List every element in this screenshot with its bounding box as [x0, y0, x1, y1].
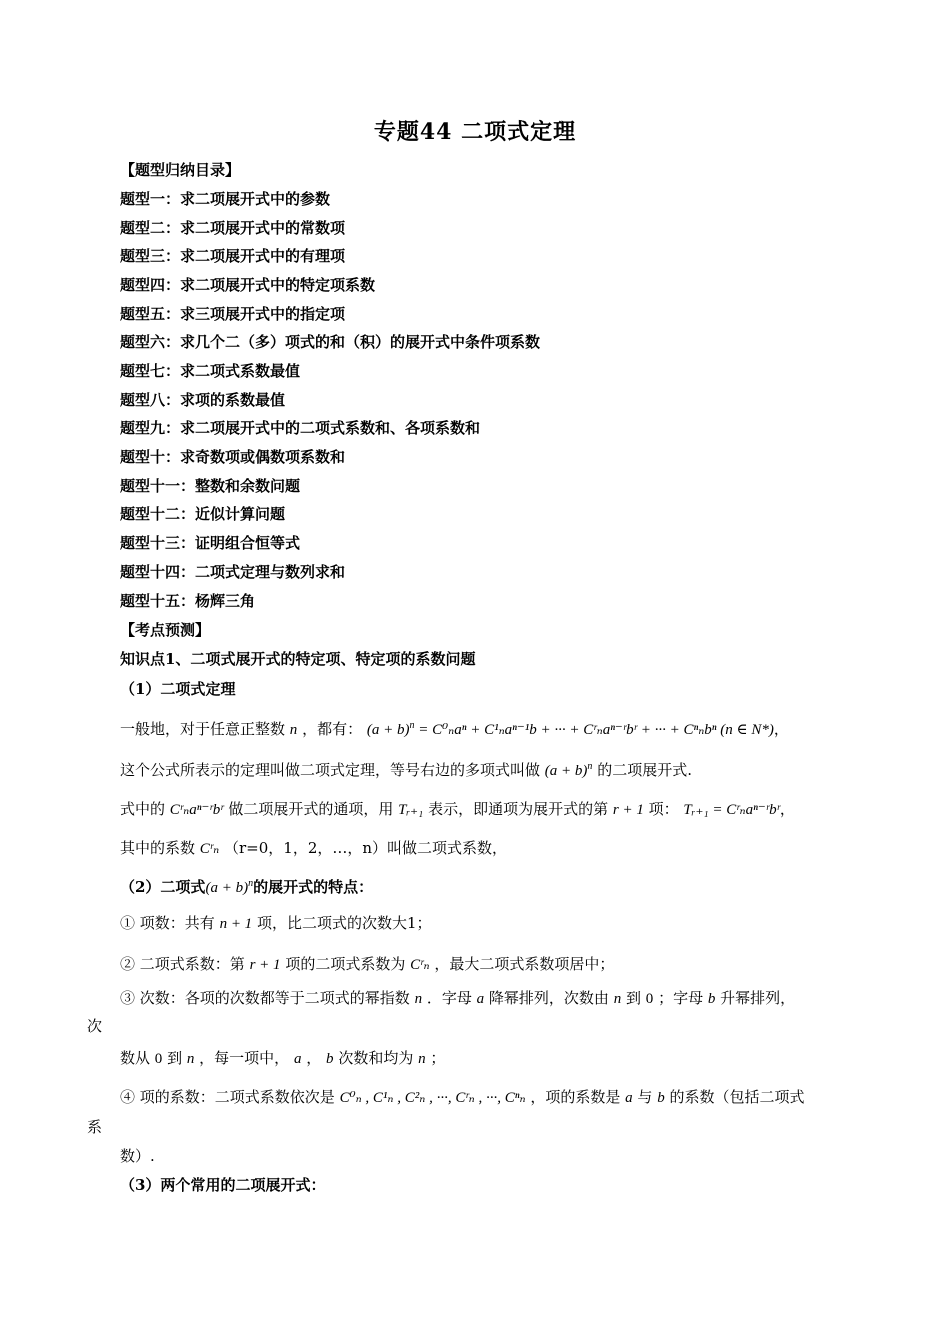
paragraph-theorem-name: 这个公式所表示的定理叫做二项式定理，等号右边的多项式叫做 $(a + b)^n$ 的二项展开式.: [120, 761, 692, 779]
feature-item-term-coefficient-cont: 数）.: [120, 1147, 155, 1165]
general-term-formula: Tᵣ₊₁ = Cʳₙaⁿ⁻ʳbʳ: [683, 802, 780, 818]
general-term: Cʳₙaⁿ⁻ʳbʳ: [169, 802, 224, 818]
binomial-expansion-formula: $(a + b)^n = C^0_na^n + C^1_na^{n-1}b$ + ··· + Cʳₙaⁿ⁻ʳbʳ + ··· + Cⁿₙbⁿ (n ∈ N*): [366, 720, 774, 738]
page-title: 专题44 二项式定理: [373, 119, 577, 145]
catalog-item: 题型十二：近似计算问题: [120, 505, 286, 523]
catalog-item: 题型十四：二项式定理与数列求和: [120, 563, 346, 581]
catalog-item: 题型十三：证明组合恒等式: [120, 534, 301, 552]
catalog-item: 题型十一：整数和余数问题: [120, 477, 301, 495]
catalog-item: 题型二：求二项展开式中的常数项: [120, 219, 346, 237]
paragraph-general-term: 式中的 Cʳₙaⁿ⁻ʳbʳ 做二项展开式的通项，用 Tᵣ₊₁ 表示，即通项为展开式的第 r + 1 项： Tᵣ₊₁ = Cʳₙaⁿ⁻ʳbʳ，: [120, 800, 795, 818]
feature-item-term-coefficient: ④ 项的系数：二项式系数依次是 C⁰ₙ , C¹ₙ , C²ₙ , ···, Cʳₙ , ···, Cⁿₙ ，项的系数是 a 与 b 的系数（包括二项式: [120, 1088, 805, 1106]
catalog-item: 题型十五：杨辉三角: [120, 592, 256, 610]
feature-item-degree: ③ 次数：各项的次数都等于二项式的幂指数 n ．字母 a 降幂排列，次数由 n 到 0 ；字母 b 升幂排列，: [120, 989, 796, 1007]
catalog-item: 题型十：求奇数项或偶数项系数和: [120, 448, 346, 466]
catalog-item: 题型一：求二项展开式中的参数: [120, 190, 331, 208]
feature-item-count: ① 项数：共有 n + 1 项，比二项式的次数大1；: [120, 914, 432, 932]
section-heading-common-expansions: （3）两个常用的二项展开式：: [120, 1176, 326, 1194]
feature-item-degree-cont: 数从 0 到 n ，每一项中， a ， b 次数和均为 n ；: [120, 1049, 446, 1067]
catalog-item: 题型三：求二项展开式中的有理项: [120, 247, 346, 265]
catalog-item: 题型六：求几个二（多）项式的和（积）的展开式中条件项系数: [120, 333, 541, 351]
catalog-item: 题型四：求二项展开式中的特定项系数: [120, 276, 376, 294]
catalog-heading: 【题型归纳目录】: [120, 161, 241, 179]
feature-item-coefficient: ② 二项式系数：第 r + 1 项的二项式系数为 Cʳₙ ，最大二项式系数项居中；: [120, 955, 615, 973]
knowledge-point-heading: 知识点1、二项式展开式的特定项、特定项的系数问题: [120, 650, 476, 668]
coefficient-list: C⁰ₙ , C¹ₙ , C²ₙ , ···, Cʳₙ , ···, Cⁿₙ: [339, 1090, 526, 1106]
paragraph-binomial-coefficient: 其中的系数 Cʳₙ （r=0，1，2，…，n）叫做二项式系数，: [120, 839, 508, 857]
binomial-expression: $(a + b)^n$: [544, 761, 593, 779]
wrapped-char: 次: [87, 1017, 103, 1035]
catalog-item: 题型八：求项的系数最值: [120, 391, 286, 409]
catalog-item: 题型九：求二项展开式中的二项式系数和、各项系数和: [120, 419, 481, 437]
wrapped-char: 系: [87, 1118, 103, 1136]
catalog-item: 题型七：求二项式系数最值: [120, 362, 301, 380]
forecast-heading: 【考点预测】: [120, 621, 211, 639]
paragraph-theorem-statement: 一般地，对于任意正整数 n ，都有： $(a + b)^n = C^0_na^n + C^1_na^{n-1}b$ + ··· + Cʳₙaⁿ⁻ʳbʳ + ··· + Cⁿₙbⁿ (n ∈ N*)，: [120, 720, 789, 738]
section-heading-theorem: （1）二项式定理: [120, 680, 236, 698]
section-heading-features: （2）二项式$(a + b)^n$的展开式的特点：: [120, 878, 374, 896]
catalog-item: 题型五：求三项展开式中的指定项: [120, 305, 346, 323]
